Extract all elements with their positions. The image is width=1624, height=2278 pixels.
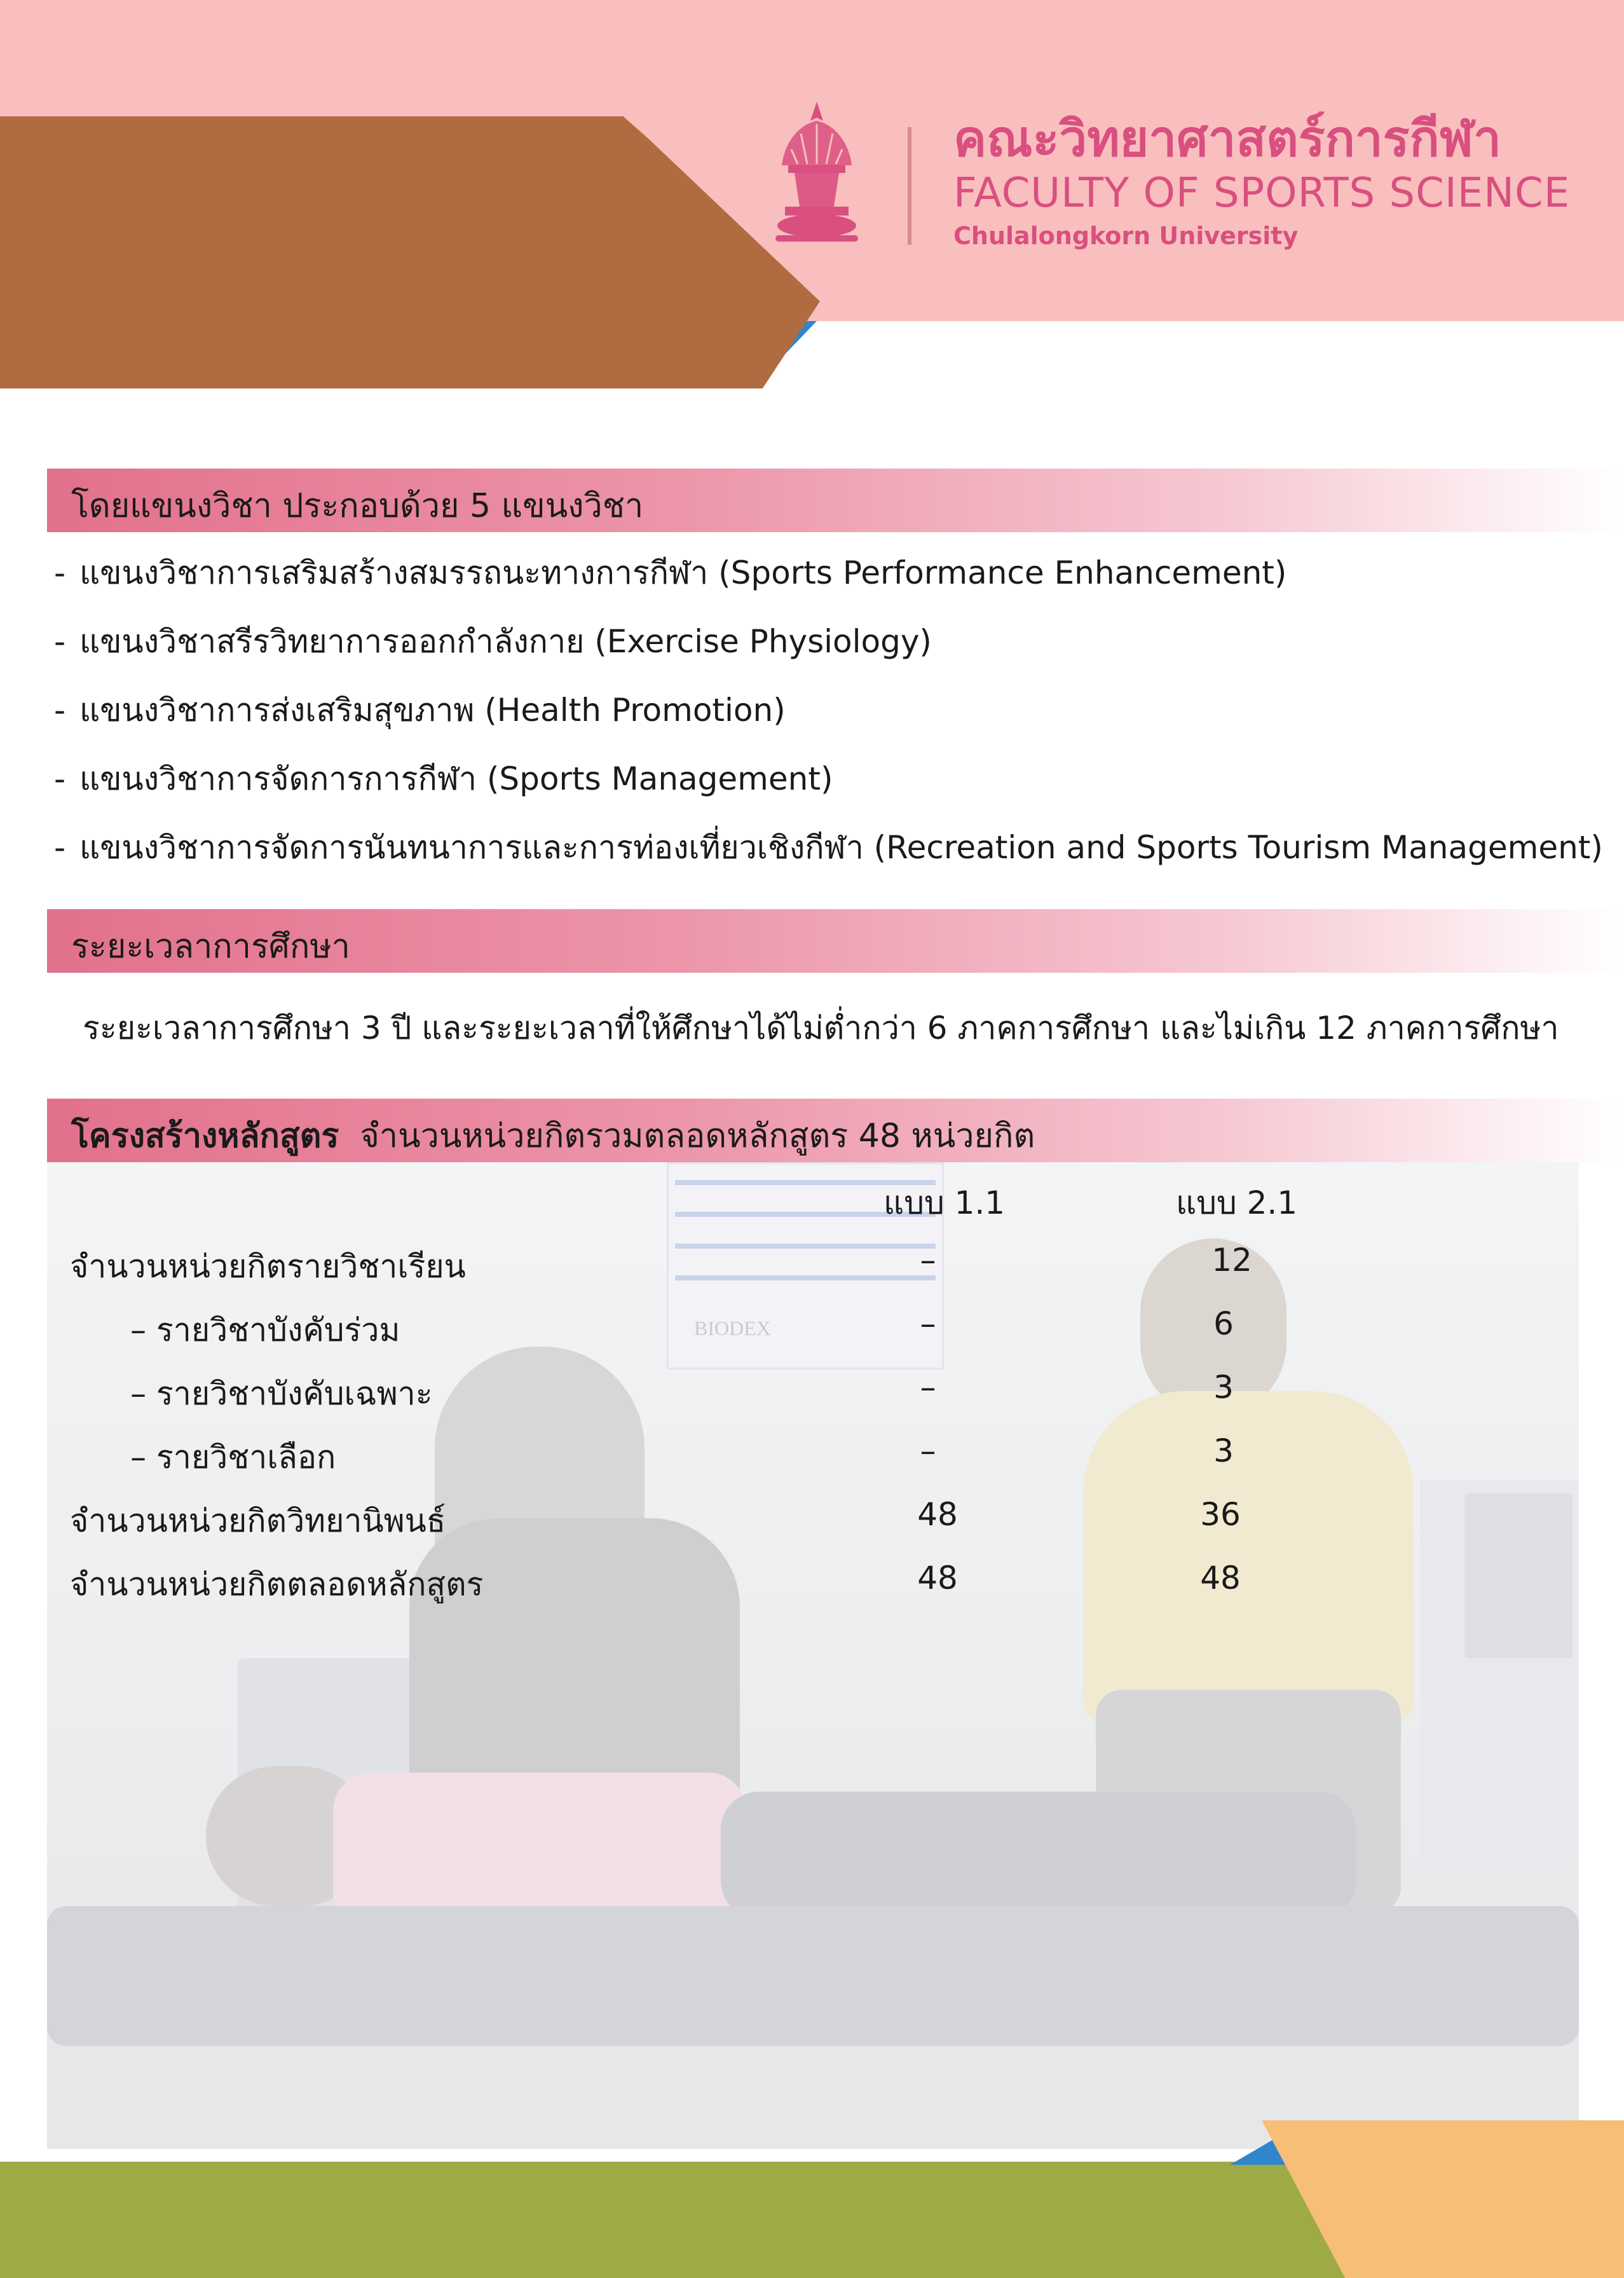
- structure-section-bar: [47, 1099, 1624, 1162]
- faculty-name-english: FACULTY OF SPORTS SCIENCE: [953, 170, 1571, 217]
- duration-section-bar: [47, 909, 1624, 973]
- bullet-dash: -: [54, 623, 66, 660]
- faculty-name-thai: คณะวิทยาศาสตร์การกีฬา: [953, 111, 1501, 168]
- structure-heading-bold: โครงสร้างหลักสูตร: [71, 1117, 339, 1155]
- row-value-plan-2-1: 6: [1213, 1305, 1234, 1342]
- major-item-label: แขนงวิชาการเสริมสร้างสมรรถนะทางการกีฬา (Sports Performance Enhancement): [79, 554, 1287, 591]
- major-item-label: แขนงวิชาการจัดการการกีฬา (Sports Management): [79, 760, 833, 797]
- row-label: – รายวิชาบังคับร่วม: [130, 1312, 400, 1348]
- treatment-bed: [47, 1906, 1579, 2046]
- row-label: จำนวนหน่วยกิตตลอดหลักสูตร: [70, 1566, 484, 1603]
- row-value-plan-1-1: –: [920, 1242, 936, 1279]
- duration-text: ระยะเวลาการศึกษา 3 ปี และระยะเวลาที่ให้ศึกษาได้ไม่ต่ำกว่า 6 ภาคการศึกษา และไม่เกิน 12 ภาคการศึกษา: [83, 1010, 1559, 1046]
- major-item: [54, 823, 1603, 873]
- column-header-plan-1-1: แบบ 1.1: [884, 1184, 1006, 1221]
- structure-heading: [71, 1109, 1035, 1162]
- row-label: จำนวนหน่วยกิตวิทยานิพนธ์: [70, 1502, 446, 1539]
- majors-heading: โดยแขนงวิชา ประกอบด้วย 5 แขนงวิชา: [71, 487, 644, 525]
- duration-heading: ระยะเวลาการศึกษา: [71, 928, 350, 966]
- row-label: – รายวิชาเลือก: [130, 1439, 336, 1476]
- major-item: [54, 754, 833, 804]
- university-name: Chulalongkorn University: [953, 222, 1299, 250]
- structure-heading-rest: จำนวนหน่วยกิตรวมตลอดหลักสูตร 48 หน่วยกิต: [360, 1117, 1035, 1155]
- row-label: – รายวิชาบังคับเฉพาะ: [130, 1375, 433, 1412]
- row-value-plan-1-1: –: [920, 1305, 936, 1342]
- bullet-dash: -: [54, 829, 66, 866]
- column-header-plan-2-1: แบบ 2.1: [1176, 1184, 1298, 1221]
- patient-legs: [721, 1792, 1356, 1919]
- poster-label: BIODEX: [694, 1317, 771, 1340]
- row-value-plan-1-1: 48: [917, 1496, 958, 1533]
- major-item-label: แขนงวิชาการจัดการนันทนาการและการท่องเที่ยวเชิงกีฬา (Recreation and Sports Tourism Management): [79, 829, 1603, 866]
- row-value-plan-2-1: 36: [1200, 1496, 1241, 1533]
- bullet-dash: -: [54, 554, 66, 591]
- university-logo-icon: [763, 95, 871, 248]
- row-value-plan-1-1: 48: [917, 1560, 958, 1596]
- row-value-plan-2-1: 3: [1213, 1432, 1234, 1469]
- monitor: [1464, 1493, 1573, 1658]
- row-value-plan-2-1: 48: [1200, 1560, 1241, 1596]
- major-item: [54, 548, 1286, 598]
- major-item: [54, 685, 786, 736]
- bullet-dash: -: [54, 760, 66, 797]
- row-value-plan-1-1: –: [920, 1369, 936, 1406]
- row-value-plan-2-1: 3: [1213, 1369, 1234, 1406]
- major-item-label: แขนงวิชาการส่งเสริมสุขภาพ (Health Promotion): [79, 692, 786, 729]
- row-label: จำนวนหน่วยกิตรายวิชาเรียน: [70, 1248, 466, 1285]
- row-value-plan-2-1: 12: [1211, 1242, 1252, 1279]
- row-value-plan-1-1: –: [920, 1432, 936, 1469]
- bullet-dash: -: [54, 692, 66, 729]
- major-item-label: แขนงวิชาสรีรวิทยาการออกกำลังกาย (Exercise Physiology): [79, 623, 932, 660]
- major-item: [54, 617, 932, 667]
- majors-section-bar: [47, 469, 1624, 532]
- logo-separator: [908, 127, 911, 245]
